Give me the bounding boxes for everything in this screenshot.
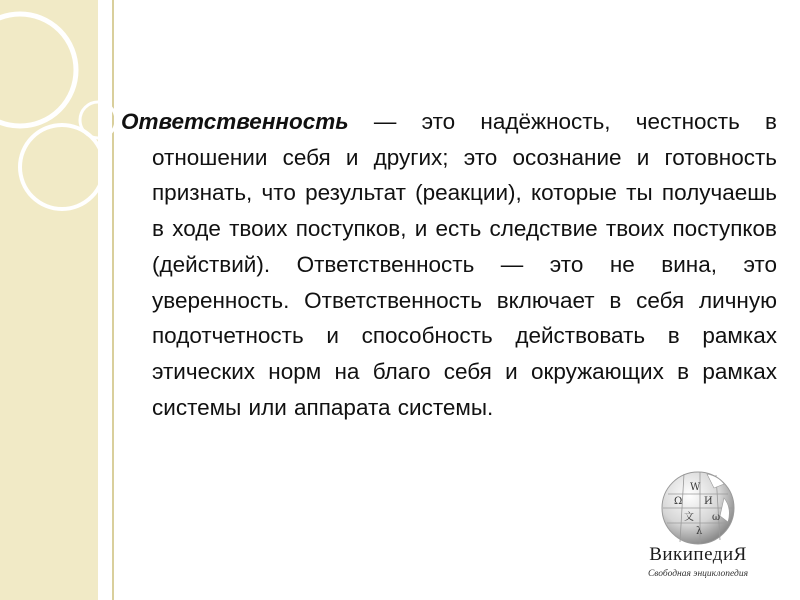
definition-text — [121, 104, 777, 425]
wikipedia-tagline: Свободная энциклопедия — [647, 569, 749, 579]
svg-text:Ω: Ω — [674, 496, 683, 507]
svg-text:文: 文 — [684, 512, 694, 523]
svg-text:И: И — [704, 496, 713, 507]
definition-term: Ответственность — [121, 109, 349, 134]
wikipedia-globe-icon — [654, 468, 742, 546]
wikipedia-logo — [618, 468, 778, 588]
definition-paragraph — [121, 104, 777, 425]
definition-body: — это надёжность, честность в отношении себя и других; это осознание и готовность признать, что результат (реакции), которые ты получаешь в ходе твоих поступков, и есть следствие твоих поступков (действий). Ответственность — это не вина, это уверенность. Ответственность включает в себя личную подотчетность и способность действовать в рамках этических норм на благо себя и окружающих в рамках системы или аппарата системы. — [152, 109, 777, 420]
svg-text:λ: λ — [696, 526, 703, 537]
svg-text:ω: ω — [712, 512, 721, 523]
svg-text:W: W — [690, 482, 701, 493]
wikipedia-wordmark: ВикипедиЯ — [649, 544, 747, 565]
